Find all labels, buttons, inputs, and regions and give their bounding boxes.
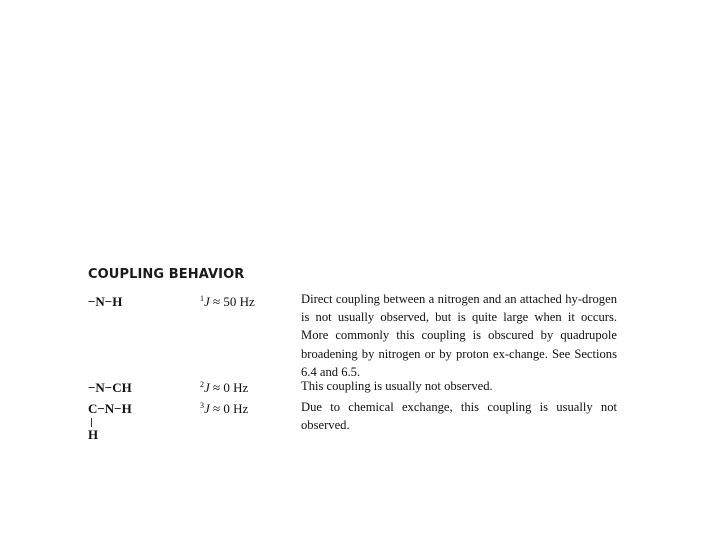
coupling-value: ≈ 0 Hz — [209, 380, 249, 395]
coupling-constant — [200, 401, 248, 417]
cnh-group: C−N−H — [88, 401, 132, 416]
nch-group: −N−CH — [88, 380, 132, 395]
coupling-description: Direct coupling between a nitrogen and an attached hy-drogen is not usually observed, but is quite large when it occurs. More commonly this coupling is obscured by quadrupole broadening by nitrogen or by proton ex-change. See Sections 6.4 and 6.5. — [301, 292, 617, 379]
coupling-description: This coupling is usually not observed. — [301, 379, 493, 393]
coupling-constant — [200, 380, 248, 396]
coupling-value: ≈ 0 Hz — [209, 401, 249, 416]
sub-hydrogen: H — [88, 427, 99, 442]
coupling-value: ≈ 50 Hz — [209, 294, 255, 309]
coupling-constant — [200, 294, 255, 310]
coupling-order: 2 — [200, 380, 204, 389]
j-symbol: J — [204, 294, 210, 309]
j-symbol: J — [204, 401, 210, 416]
coupling-order: 1 — [200, 294, 204, 303]
coupling-behavior-heading: COUPLING BEHAVIOR — [88, 267, 245, 282]
bond-line — [91, 418, 92, 427]
j-symbol: J — [204, 380, 210, 395]
nh-group: −N−H — [88, 294, 123, 309]
coupling-order: 3 — [200, 401, 204, 410]
coupling-description: Due to chemical exchange, this coupling is usually not observed. — [301, 400, 617, 433]
